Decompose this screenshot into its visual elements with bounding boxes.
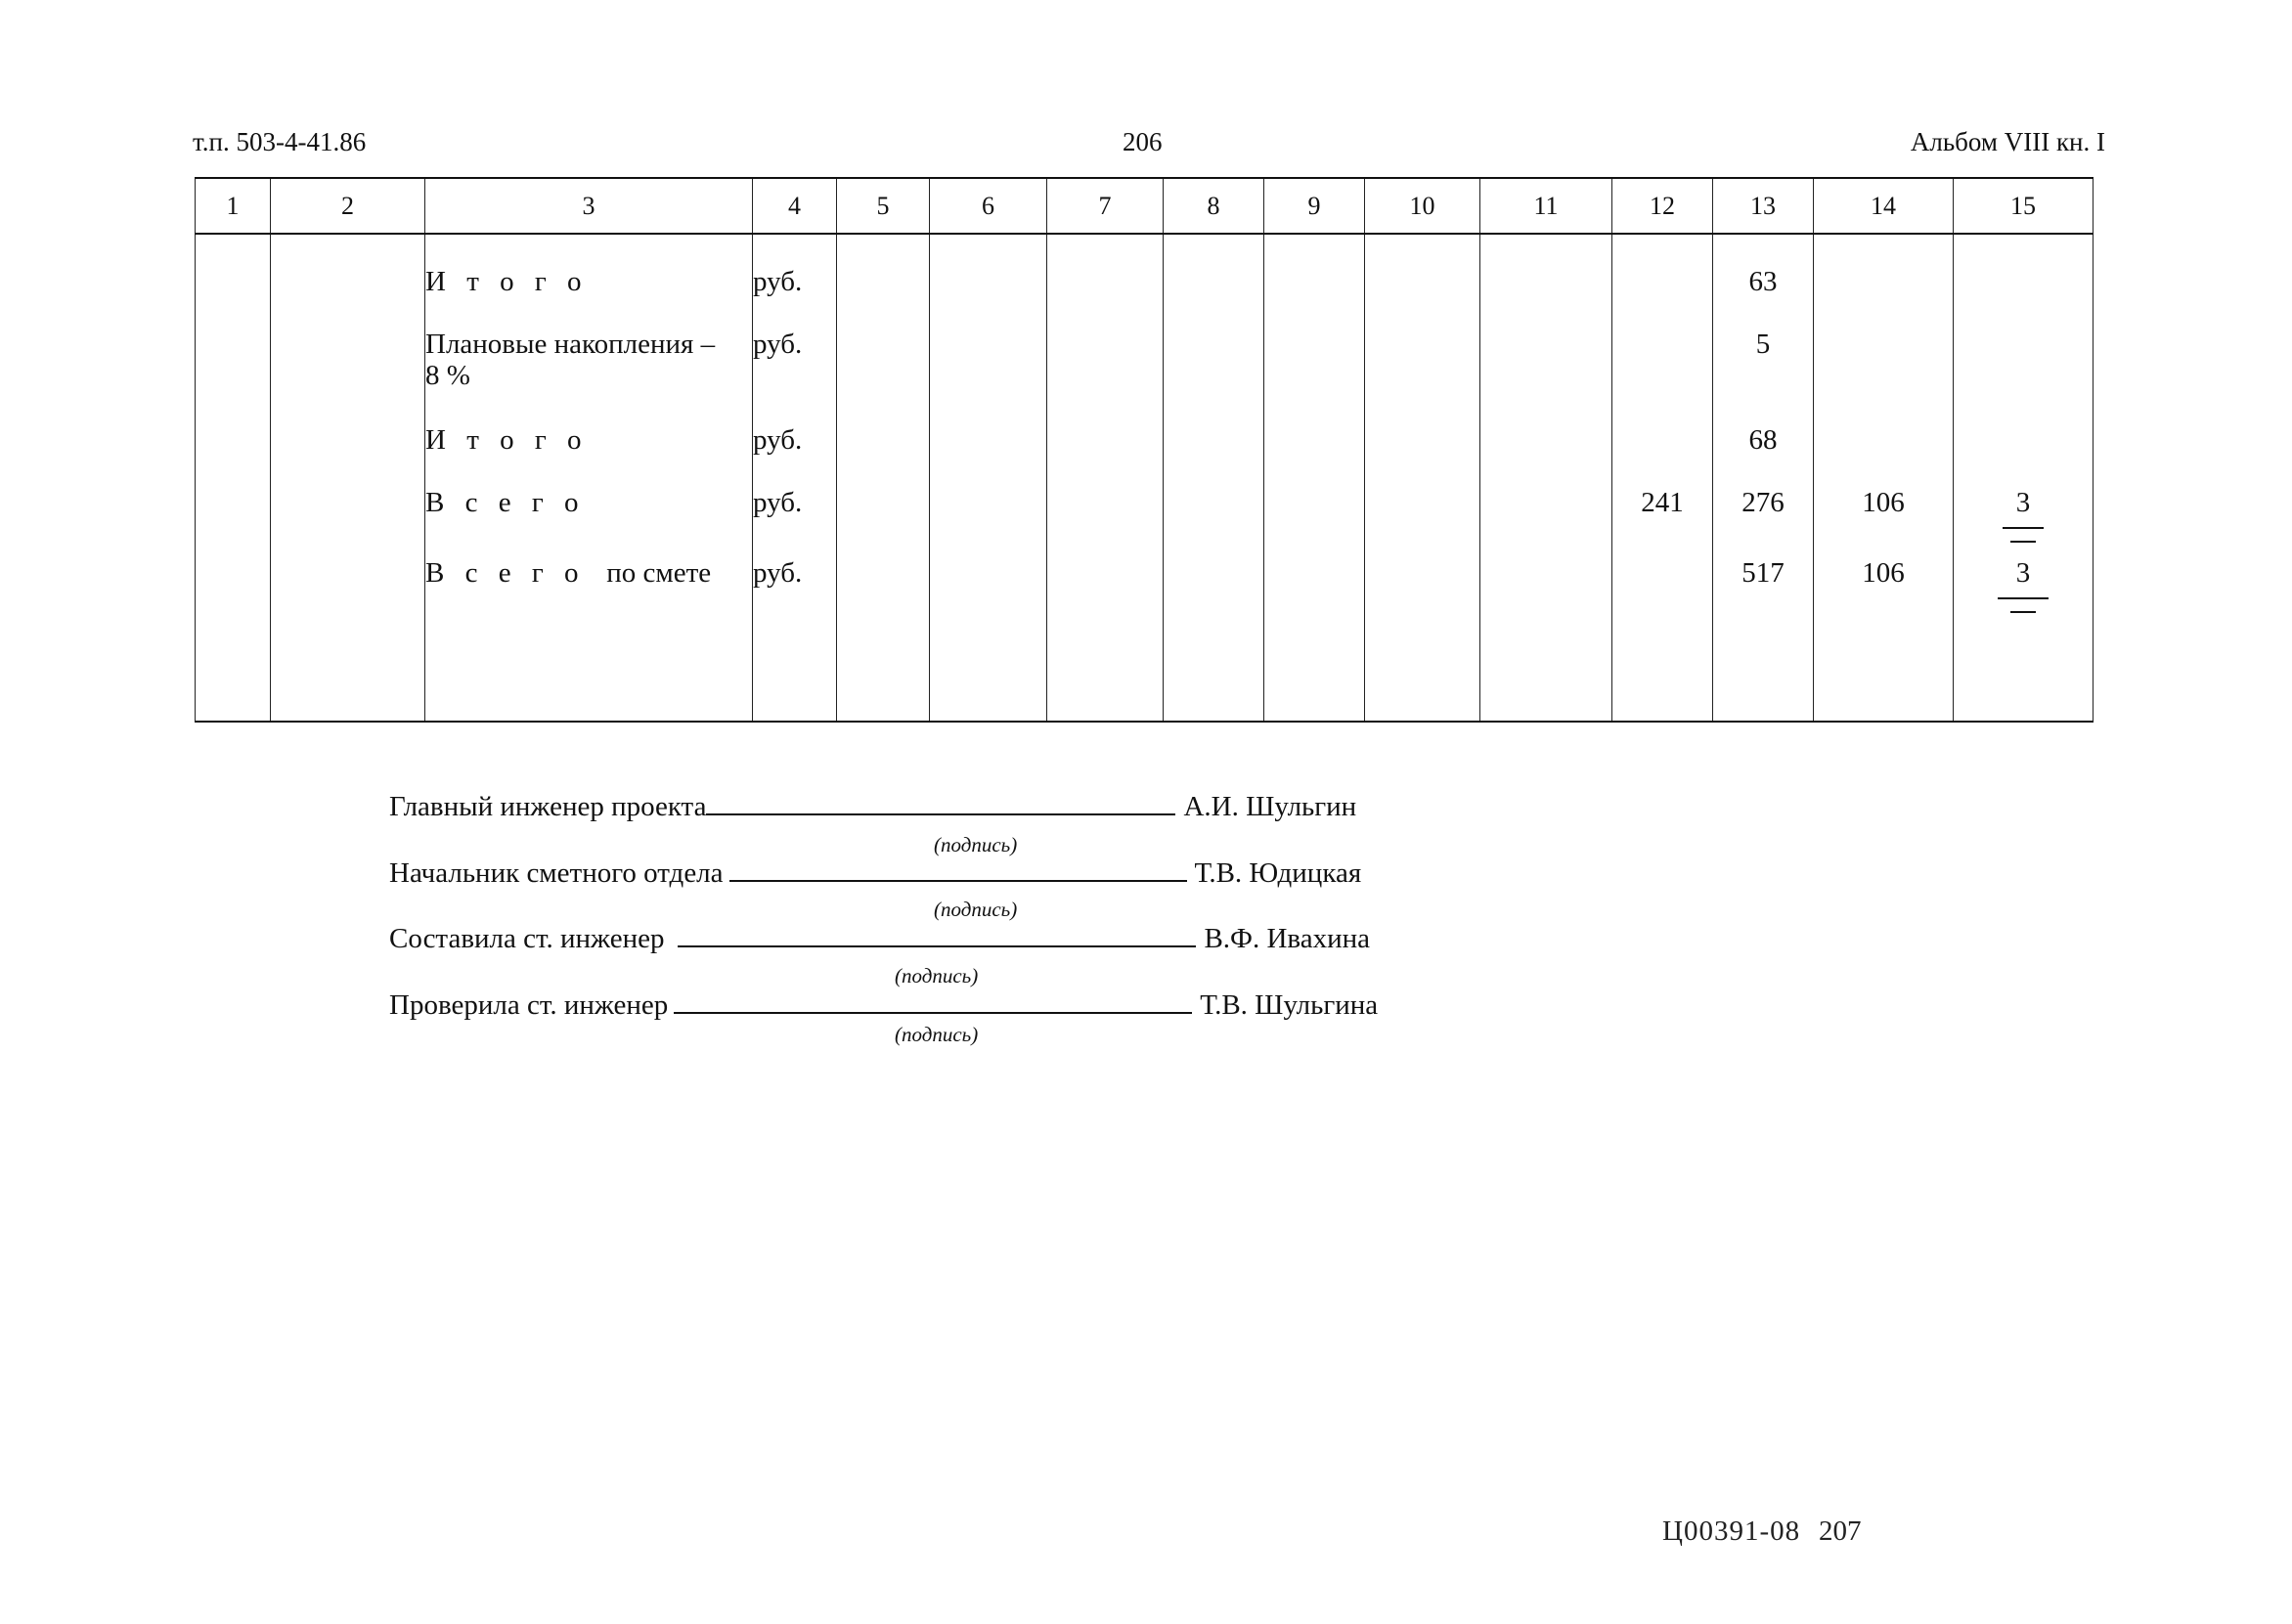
col-header: 12 xyxy=(1612,178,1713,234)
value: 63 xyxy=(1748,266,1778,297)
col-header: 10 xyxy=(1365,178,1480,234)
col-header: 11 xyxy=(1480,178,1612,234)
footer-document-code: Ц00391-08 xyxy=(1662,1515,1801,1547)
signature-head-estimate: Начальник сметного отдела Т.В. Юдицкая xyxy=(389,857,1362,889)
signature-caption: (подпись) xyxy=(895,1023,979,1046)
unit: руб. xyxy=(753,557,803,589)
value: 5 xyxy=(1755,329,1771,360)
value: 106 xyxy=(1862,487,1905,518)
row-planned-savings-label: Плановые накопления – xyxy=(425,329,716,360)
description-column xyxy=(425,234,753,722)
signature-caption: (подпись) xyxy=(934,898,1018,921)
col-header: 1 xyxy=(196,178,271,234)
col-header: 3 xyxy=(425,178,753,234)
unit: руб. xyxy=(753,329,803,360)
value: 517 xyxy=(1741,557,1785,589)
col-header: 14 xyxy=(1814,178,1954,234)
unit-column xyxy=(753,234,837,722)
row-planned-savings-percent: 8 % xyxy=(425,360,470,391)
estimate-table xyxy=(195,177,2094,723)
col-header: 15 xyxy=(1954,178,2094,234)
signature-caption: (подпись) xyxy=(895,964,979,988)
unit: руб. xyxy=(753,424,803,456)
footer-page-number: 207 xyxy=(1819,1515,1862,1547)
unit: руб. xyxy=(753,266,803,297)
signature-chief-engineer: Главный инженер проекта А.И. Шульгин xyxy=(389,791,1357,822)
col-13 xyxy=(1713,234,1814,722)
signature-checked-by: Проверила ст. инженер Т.В. Шульгина xyxy=(389,989,1379,1021)
row-vsego-label: В с е г о xyxy=(425,487,586,518)
col-14 xyxy=(1814,234,1954,722)
table-body xyxy=(196,234,2094,722)
col-12 xyxy=(1612,234,1713,722)
col-header: 7 xyxy=(1047,178,1164,234)
fraction-value: 3 xyxy=(1998,557,2049,613)
row-itogo-2-label: И т о г о xyxy=(425,424,589,456)
col-header: 4 xyxy=(753,178,837,234)
value: 68 xyxy=(1748,424,1778,456)
col-header: 5 xyxy=(837,178,930,234)
signature-line xyxy=(706,790,1175,815)
row-vsego-smeta-suffix: по смете xyxy=(606,557,712,589)
col-header: 2 xyxy=(271,178,425,234)
signature-line xyxy=(729,856,1187,882)
value: 106 xyxy=(1862,557,1905,589)
signature-compiled-by: Составила ст. инженер В.Ф. Ивахина xyxy=(389,923,1371,954)
unit: руб. xyxy=(753,487,803,518)
fraction-value: 3 xyxy=(2003,487,2044,543)
page-number: 206 xyxy=(1123,127,1163,156)
col-header: 8 xyxy=(1164,178,1264,234)
signature-line xyxy=(674,988,1192,1014)
col-header: 9 xyxy=(1264,178,1365,234)
signature-line xyxy=(678,922,1196,947)
album-label: Альбом VIII кн. I xyxy=(1910,127,2105,156)
col-15 xyxy=(1954,234,2094,722)
col-header: 13 xyxy=(1713,178,1814,234)
col-header: 6 xyxy=(930,178,1047,234)
row-itogo-1-label: И т о г о xyxy=(425,266,589,297)
signature-caption: (подпись) xyxy=(934,833,1018,856)
row-vsego-smeta-label: В с е г о xyxy=(425,557,586,589)
column-number-row xyxy=(196,178,2094,234)
document-code: т.п. 503-4-41.86 xyxy=(193,127,367,156)
value: 241 xyxy=(1641,487,1684,518)
value: 276 xyxy=(1741,487,1785,518)
